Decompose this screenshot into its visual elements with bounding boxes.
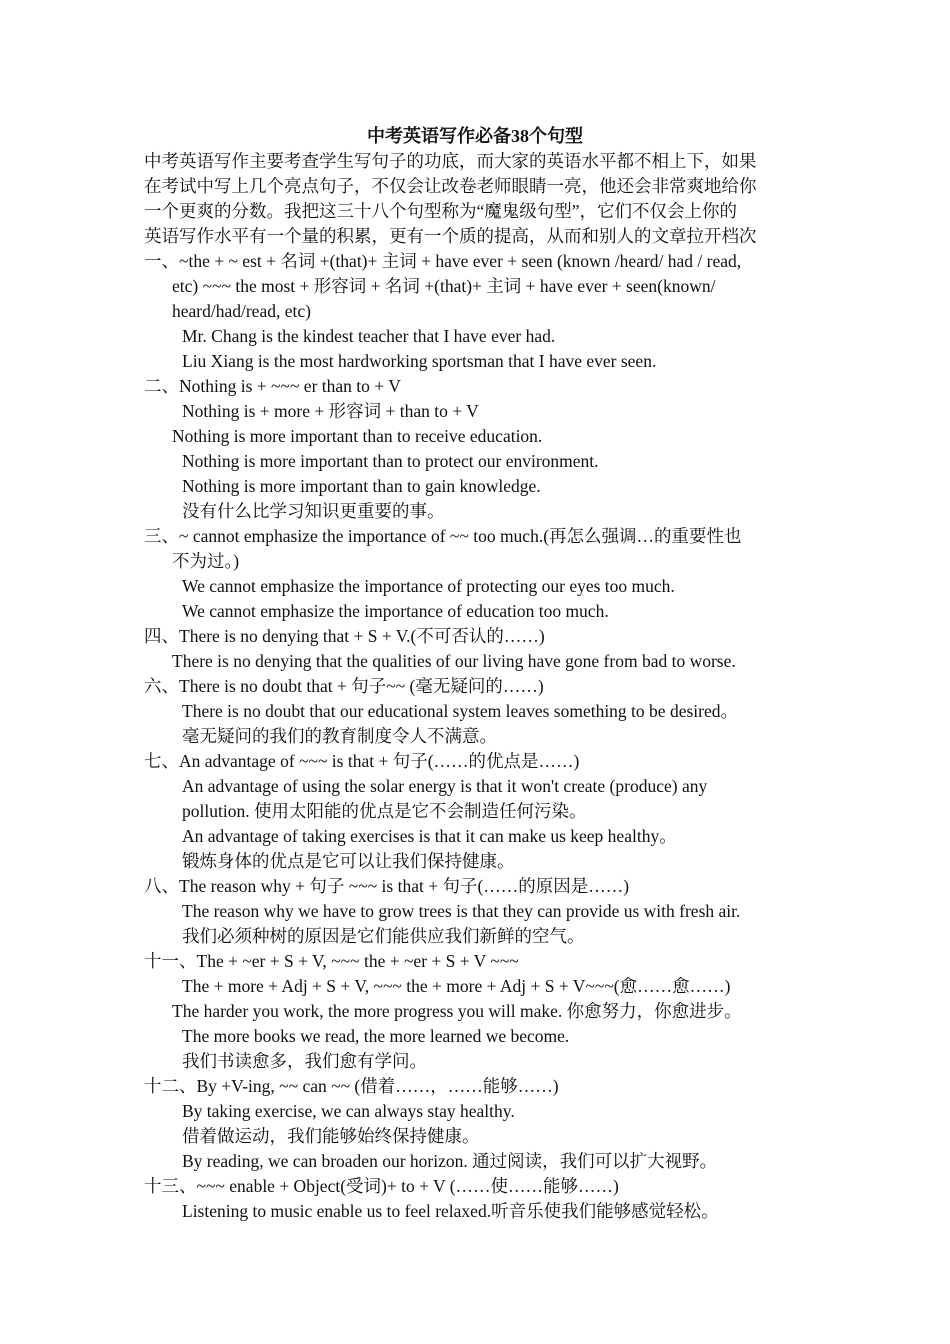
example-sentence: Liu Xiang is the most hardworking sportsman that I have ever seen. xyxy=(182,351,657,371)
example-sentence: By reading, we can broaden our horizon. 通过阅读，我们可以扩大视野。 xyxy=(182,1151,718,1171)
pattern-6-heading: 六、There is no doubt that + 句子~~ (毫无疑问的……) xyxy=(144,676,544,696)
pattern-formula: Nothing is + more + 形容词 + than to + V xyxy=(182,401,479,421)
pattern-2-heading: 二、Nothing is + ~~~ er than to + V xyxy=(144,376,401,396)
example-sentence: Nothing is more important than to protect our environment. xyxy=(182,451,599,471)
example-sentence: Nothing is more important than to gain knowledge. xyxy=(182,476,541,496)
pattern-8-heading: 八、The reason why + 句子 ~~~ is that + 句子(……的原因是……) xyxy=(144,876,630,896)
example-translation: 锻炼身体的优点是它可以让我们保持健康。 xyxy=(182,851,515,871)
pattern-1-heading-cont: etc) ~~~ the most + 形容词 + 名词 +(that)+ 主词 + have ever + seen(known/ xyxy=(172,276,716,296)
document-title: 中考英语写作必备38个句型 xyxy=(367,126,583,146)
pattern-1-heading: 一、~the + ~ est + 名词 +(that)+ 主词 + have ever + seen (known /heard/ had / read, xyxy=(144,251,742,271)
example-translation: 借着做运动，我们能够始终保持健康。 xyxy=(182,1126,480,1146)
example-sentence: Listening to music enable us to feel relaxed.听音乐使我们能够感觉轻松。 xyxy=(182,1201,719,1221)
pattern-3-heading: 三、~ cannot emphasize the importance of ~~ too much.(再怎么强调…的重要性也 xyxy=(144,526,742,546)
example-sentence-cont: pollution. 使用太阳能的优点是它不会制造任何污染。 xyxy=(182,801,587,821)
example-sentence: An advantage of using the solar energy is that it won't create (produce) any xyxy=(182,776,708,796)
example-translation: 毫无疑问的我们的教育制度令人不满意。 xyxy=(182,726,497,746)
example-sentence: Mr. Chang is the kindest teacher that I have ever had. xyxy=(182,326,556,346)
pattern-3-heading-cont: 不为过。) xyxy=(172,551,240,571)
intro-line-1: 中考英语写作主要考查学生写句子的功底，而大家的英语水平都不相上下，如果 xyxy=(144,151,757,171)
example-sentence: There is no doubt that our educational system leaves something to be desired。 xyxy=(182,701,738,721)
example-sentence: An advantage of taking exercises is that it can make us keep healthy。 xyxy=(182,826,677,846)
pattern-13-heading: 十三、~~~ enable + Object(受词)+ to + V (……使……能够……) xyxy=(144,1176,619,1196)
pattern-11-heading: 十一、The + ~er + S + V, ~~~ the + ~er + S + V ~~~ xyxy=(144,951,519,971)
pattern-7-heading: 七、An advantage of ~~~ is that + 句子(……的优点是……) xyxy=(144,751,580,771)
intro-line-3: 一个更爽的分数。我把这三十八个句型称为“魔鬼级句型”，它们不仅会上你的 xyxy=(144,201,738,221)
example-sentence: The more books we read, the more learned we become. xyxy=(182,1026,570,1046)
pattern-12-heading: 十二、By +V-ing, ~~ can ~~ (借着……，……能够……) xyxy=(144,1076,559,1096)
pattern-4-heading: 四、There is no denying that + S + V.(不可否认的……) xyxy=(144,626,545,646)
pattern-1-heading-cont: heard/had/read, etc) xyxy=(172,301,311,321)
example-sentence: By taking exercise, we can always stay healthy. xyxy=(182,1101,515,1121)
example-sentence: We cannot emphasize the importance of education too much. xyxy=(182,601,609,621)
example-translation: 我们必须种树的原因是它们能供应我们新鲜的空气。 xyxy=(182,926,585,946)
example-translation: 没有什么比学习知识更重要的事。 xyxy=(182,501,445,521)
pattern-formula: The + more + Adj + S + V, ~~~ the + more + Adj + S + V~~~(愈……愈……) xyxy=(182,976,731,996)
example-sentence: The harder you work, the more progress you will make. 你愈努力，你愈进步。 xyxy=(172,1001,742,1021)
example-sentence: The reason why we have to grow trees is that they can provide us with fresh air. xyxy=(182,901,741,921)
example-sentence: We cannot emphasize the importance of protecting our eyes too much. xyxy=(182,576,675,596)
intro-line-4: 英语写作水平有一个量的积累，更有一个质的提高，从而和别人的文章拉开档次 xyxy=(144,226,757,246)
example-translation: 我们书读愈多，我们愈有学问。 xyxy=(182,1051,427,1071)
example-sentence: Nothing is more important than to receive education. xyxy=(172,426,543,446)
intro-line-2: 在考试中写上几个亮点句子，不仅会让改卷老师眼睛一亮，他还会非常爽地给你 xyxy=(144,176,757,196)
example-sentence: There is no denying that the qualities of our living have gone from bad to worse. xyxy=(172,651,736,671)
